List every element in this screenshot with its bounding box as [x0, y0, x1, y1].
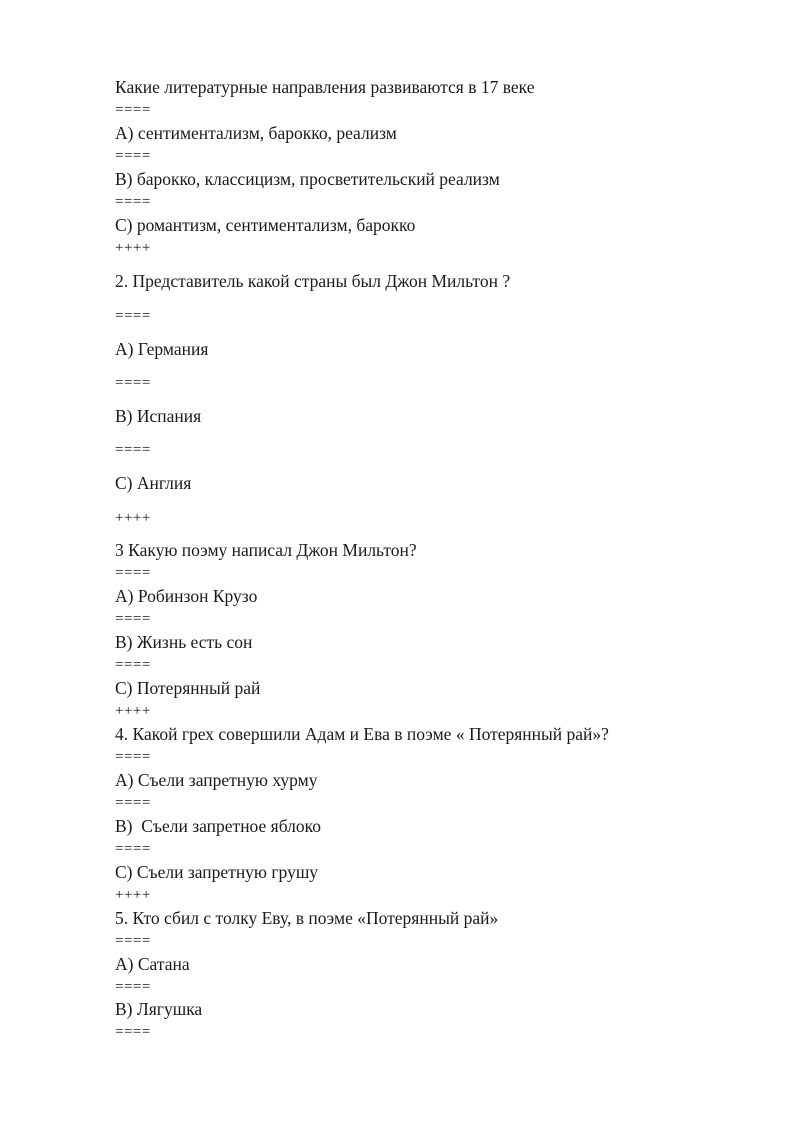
question-4-option-b: В) Съели запретное яблоко [115, 816, 322, 836]
separator: ==== [115, 148, 151, 164]
question-1-option-c: С) романтизм, сентиментализм, барокко [115, 215, 416, 235]
question-4-text: 4. Какой грех совершили Адам и Ева в поэме « Потерянный рай»? [115, 724, 609, 744]
question-3-text: 3 Какую поэму написал Джон Мильтон? [115, 540, 417, 560]
question-2-text: 2. Представитель какой страны был Джон Мильтон ? [115, 271, 511, 291]
question-3-option-a: А) Робинзон Крузо [115, 586, 258, 606]
separator: ==== [115, 1024, 151, 1040]
separator: ==== [115, 308, 151, 324]
separator: ==== [115, 749, 151, 765]
separator: ==== [115, 795, 151, 811]
question-1-option-b: В) барокко, классицизм, просветительский реализм [115, 169, 500, 189]
answer-separator: ++++ [115, 240, 151, 256]
answer-separator: ++++ [115, 887, 151, 903]
question-1-option-a: А) сентиментализм, барокко, реализм [115, 123, 397, 143]
question-5-text: 5. Кто сбил с толку Еву, в поэме «Потерянный рай» [115, 908, 499, 928]
answer-separator: ++++ [115, 510, 151, 526]
separator: ==== [115, 933, 151, 949]
separator: ==== [115, 375, 151, 391]
separator: ==== [115, 979, 151, 995]
answer-separator: ++++ [115, 703, 151, 719]
question-2-option-b: В) Испания [115, 406, 202, 426]
separator: ==== [115, 565, 151, 581]
separator: ==== [115, 442, 151, 458]
question-2-option-c: С) Англия [115, 473, 192, 493]
question-2-option-a: А) Германия [115, 339, 209, 359]
question-5-option-a: А) Сатана [115, 954, 190, 974]
question-4-option-a: А) Съели запретную хурму [115, 770, 318, 790]
separator: ==== [115, 657, 151, 673]
separator: ==== [115, 841, 151, 857]
question-5-option-b: В) Лягушка [115, 999, 203, 1019]
separator: ==== [115, 611, 151, 627]
question-4-option-c: С) Съели запретную грушу [115, 862, 319, 882]
question-3-option-b: В) Жизнь есть сон [115, 632, 253, 652]
question-1-text: Какие литературные направления развиваются в 17 веке [115, 77, 535, 97]
separator: ==== [115, 102, 151, 118]
question-3-option-c: С) Потерянный рай [115, 678, 261, 698]
separator: ==== [115, 194, 151, 210]
